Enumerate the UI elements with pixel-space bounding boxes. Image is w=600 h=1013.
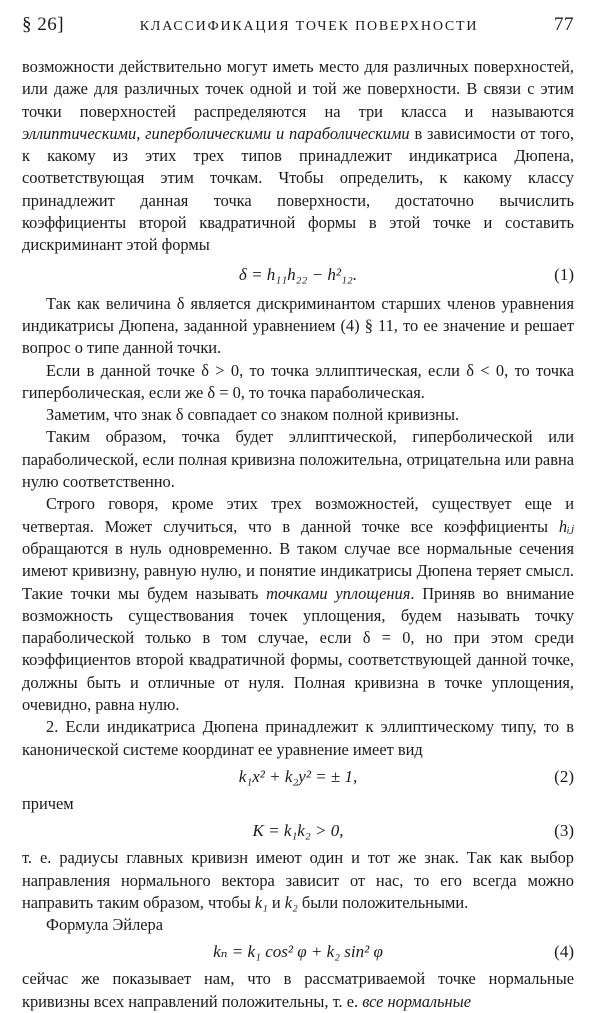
paragraph-1-italic: эллиптическими, гиперболическими и параболическими — [22, 123, 410, 143]
page-number: 77 — [554, 14, 574, 35]
equation-2 — [22, 761, 574, 793]
paragraph-8-text-a: т. е. радиусы главных кривизн имеют один и тот же знак. Так как выбор направления нормального вектора зависит от нас, то его всегда можно направить таким образом, чтобы — [22, 848, 574, 912]
equation-1 — [22, 257, 574, 293]
paragraph-8-and: и — [267, 892, 285, 912]
equation-1-number: (1) — [554, 264, 574, 284]
running-header — [22, 14, 574, 44]
paragraph-4: Заметим, что знак δ совпадает со знаком полной кривизны. — [46, 405, 460, 425]
k2-symbol: k₂ — [284, 892, 298, 912]
paragraph-1-text-a: возможности действительно могут иметь место для различных поверхностей, или даже для различных точек одной и той же поверхности. В связи с этим точки поверхностей распределяются на три класса и называются — [22, 57, 574, 121]
paragraph-10-text: сейчас же показывает нам, что в рассматриваемой точке нормальные кривизны всех направлений положительны, т. е. — [22, 969, 574, 1011]
paragraph-3: Если в данной точке δ > 0, то точка эллиптическая, если δ < 0, то точка гиперболическая, если же δ = 0, то точка параболическая. — [22, 360, 574, 402]
paragraph-1-text-b: в зависимости от того, к какому из этих трех типов принадлежит индикатриса Дюпена, соответствующая этим точкам. Чтобы определить, к какому классу принадлежит данная точка поверхности, достаточно вычислить коэффициенты второй квадратичной формы в этой точке и составить дискриминант этой формы — [22, 123, 575, 255]
equation-3-formula: K = k₁k₂ > 0, — [252, 821, 344, 841]
equation-2-number: (2) — [554, 766, 574, 786]
equation-1-formula: δ = h₁₁h₂₂ − h²₁₂. — [238, 264, 358, 284]
section-marker: § 26] — [22, 14, 65, 35]
paragraph-9: Формула Эйлера — [46, 915, 164, 935]
label-prichem: причем — [22, 793, 74, 813]
equation-4-number: (4) — [554, 942, 574, 962]
paragraph-6 — [22, 493, 574, 716]
paragraph-5: Таким образом, точка будет эллиптической, гиперболической или параболической, если полная кривизна положительна, отрицательна или равна нулю соответственно. — [22, 427, 574, 492]
paragraph-6-text-a: Строго говоря, кроме этих трех возможностей, существует еще и четвертая. Может случиться, что в данной точке все коэффициенты — [22, 494, 574, 536]
paragraph-2: Так как величина δ является дискриминантом старших членов уравнения индикатрисы Дюпена, заданной уравнением (4) § 11, то ее значение и решает вопрос о типе данной точки. — [22, 293, 574, 358]
paragraph-10 — [22, 968, 574, 1013]
equation-4 — [22, 936, 574, 968]
equation-2-formula: k₁x² + k₂y² = ± 1, — [238, 766, 358, 786]
paragraph-10-italic: все нормальные — [362, 991, 472, 1011]
k1-symbol: k₁ — [254, 892, 268, 912]
coefficient-symbol: hᵢⱼ — [558, 516, 574, 536]
paragraph-8 — [22, 847, 574, 914]
equation-4-formula: kₙ = k₁ cos² φ + k₂ sin² φ — [213, 942, 383, 962]
equation-3-number: (3) — [554, 821, 574, 841]
running-title: КЛАССИФИКАЦИЯ ТОЧЕК ПОВЕРХНОСТИ — [139, 19, 479, 34]
paragraph-6-italic-term: точками уплощения — [266, 583, 411, 603]
paragraph-6-text-c: . Приняв во внимание возможность существования точек уплощения, будем называть точку параболической только в том случае, если δ = 0, но при этом среди коэффициентов второй квадратичной формы, соответствующей данной точке, должны быть и отличные от нуля. Полная кривизна в точке уплощения, очевидно, равна нулю. — [22, 583, 574, 715]
paragraph-8-text-b: были положительными. — [297, 892, 469, 912]
paragraph-7: 2. Если индикатриса Дюпена принадлежит к эллиптическому типу, то в канонической системе координат ее уравнение имеет вид — [22, 717, 574, 759]
equation-3 — [22, 815, 574, 847]
paragraph-6-text-b: обращаются в нуль одновременно. В таком случае все нормальные сечения имеют кривизну, равную нулю, и понятие индикатрисы Дюпена теряет смысл. Такие точки мы будем называть — [22, 538, 574, 603]
body-text — [22, 56, 574, 1013]
paragraph-1 — [22, 56, 574, 257]
